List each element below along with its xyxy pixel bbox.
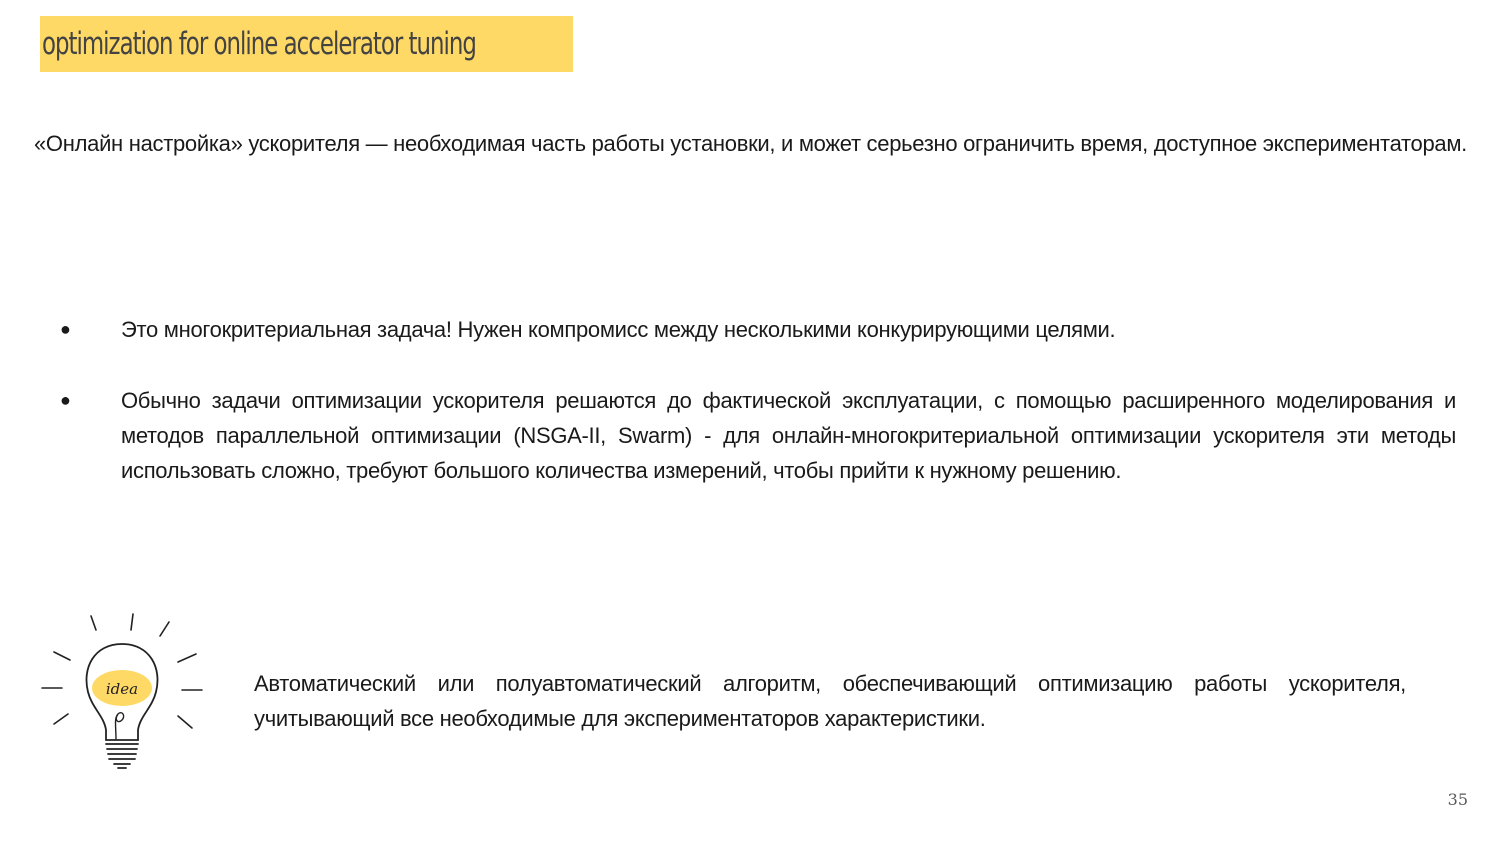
idea-text: Автоматический или полуавтоматический алгоритм, обеспечивающий оптимизацию работы ускорителя, учитывающий все необходимые для экспериментаторов характеристики. [254,671,1406,731]
idea-icon-label: idea [105,680,139,698]
title-highlight [40,16,573,72]
bullet-item [60,312,1456,347]
bullet-list [60,312,1456,524]
bullet-item [60,383,1456,488]
lightbulb-icon [36,610,206,780]
bullet-text: Это многокритериальная задача! Нужен компромисс между несколькими конкурирующими целями. [121,317,1116,342]
slide-title: optimization for online accelerator tuning [42,25,476,62]
bullet-marker: ● [60,319,71,339]
bullet-marker: ● [60,390,71,410]
bullet-text: Обычно задачи оптимизации ускорителя решаются до фактической эксплуатации, с помощью расширенного моделирования и методов параллельной оптимизации (NSGA-II, Swarm) - для онлайн-многокритериальной оптимизации ускорителя эти методы использовать сложно, требуют большого количества измерений, чтобы прийти к нужному решению. [121,388,1456,483]
page-number: 35 [1447,790,1468,809]
intro-paragraph: «Онлайн настройка» ускорителя — необходимая часть работы установки, и может серьезно ограничить время, доступное экспериментаторам. [34,131,1467,156]
